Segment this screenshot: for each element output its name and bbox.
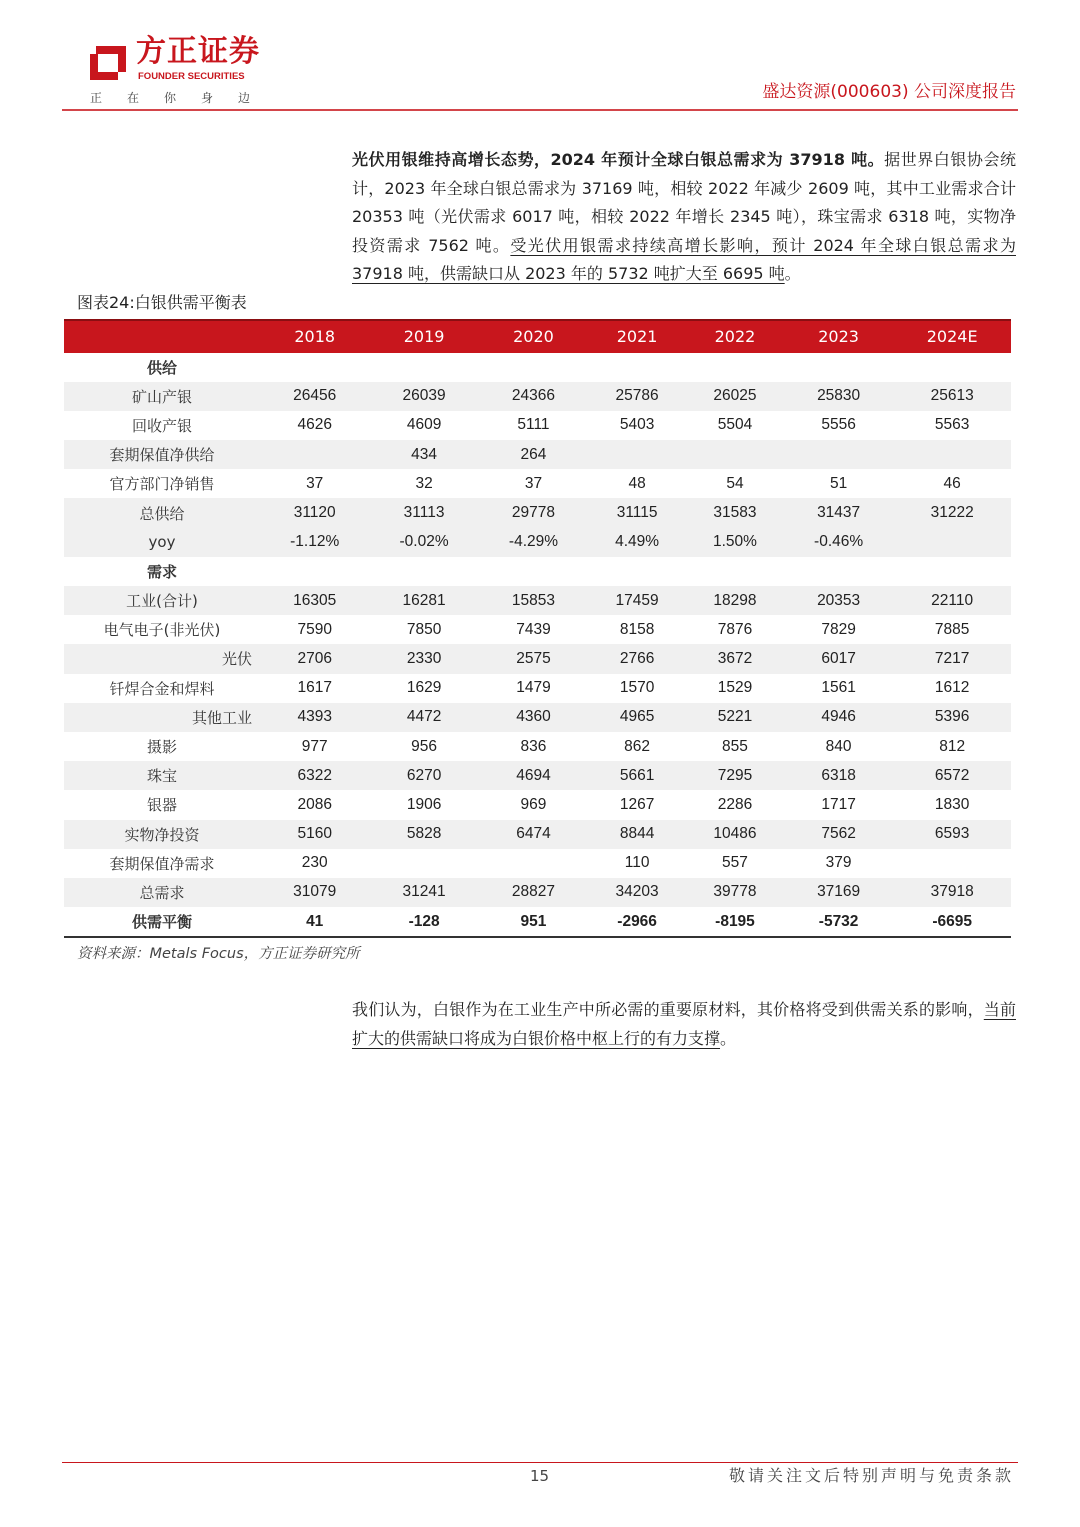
table-cell: 956 (411, 737, 438, 755)
table-cell: 54 (726, 474, 744, 492)
table-cell: 31113 (369, 498, 478, 527)
row-label: 套期保值净供给 (64, 440, 260, 469)
table-cell: 7295 (686, 761, 784, 790)
column-header: 2020 (479, 320, 588, 353)
row-label: 其他工业 (64, 703, 260, 732)
table-row (64, 849, 1011, 878)
table-cell (784, 440, 893, 469)
table-cell: 1267 (619, 795, 655, 813)
table-cell (893, 849, 1011, 878)
table-cell: -0.46% (784, 528, 893, 557)
table-cell: 4360 (479, 703, 588, 732)
table-cell: 37 (306, 474, 324, 492)
table-row (64, 820, 1011, 849)
table-cell (588, 557, 686, 586)
table-cell: 1629 (406, 679, 442, 697)
table-cell: 5828 (369, 820, 478, 849)
section-row (64, 557, 1011, 586)
table-cell (260, 557, 369, 586)
table-cell (588, 353, 686, 382)
table-cell: 2086 (297, 795, 332, 813)
table-cell: 1479 (516, 679, 551, 697)
table-cell: 7562 (784, 820, 893, 849)
table-cell (893, 353, 1011, 382)
table-cell: 29778 (479, 498, 588, 527)
table-cell: 2706 (260, 644, 369, 673)
table-row (64, 761, 1011, 790)
row-label: 摄影 (146, 738, 177, 757)
table-cell: 37 (524, 474, 543, 492)
table-cell: 24366 (479, 382, 588, 411)
table-cell: 7850 (406, 620, 442, 638)
table-cell: 2286 (717, 795, 753, 813)
table-cell (784, 353, 893, 382)
table-cell: 4609 (406, 416, 442, 434)
table-cell (686, 557, 784, 586)
table-cell: -2966 (588, 907, 686, 937)
table-cell: 31079 (260, 878, 369, 907)
table-row (64, 790, 1011, 819)
table-cell (686, 440, 784, 469)
table-cell: 5661 (588, 761, 686, 790)
header-blank (64, 320, 260, 353)
table-cell: 557 (722, 854, 748, 872)
column-header: 2024E (893, 320, 1011, 353)
table-row (64, 382, 1011, 411)
table-cell (369, 353, 478, 382)
table-cell: 37918 (893, 878, 1011, 907)
table-cell: 31120 (260, 498, 369, 527)
table-cell (479, 353, 588, 382)
conclusion-paragraph (352, 996, 1016, 1053)
table-cell: 8158 (619, 620, 655, 638)
table-cell: 31222 (893, 498, 1011, 527)
table-row (64, 878, 1011, 907)
table-cell: 6474 (479, 820, 588, 849)
row-label: 电气电子(非光伏) (103, 621, 221, 640)
table-cell: 2575 (479, 644, 588, 673)
table-row (64, 674, 1011, 703)
table-cell: 5111 (517, 416, 550, 434)
table-cell (260, 353, 369, 382)
table-cell: 5403 (619, 416, 655, 434)
table-cell: 6318 (784, 761, 893, 790)
table-cell: 4.49% (588, 528, 686, 557)
table-cell: 39778 (686, 878, 784, 907)
table-row (64, 615, 1011, 644)
logo-mark-icon (88, 42, 128, 82)
logo-text-cn: 方正证券 (136, 34, 260, 69)
row-label: 回收产银 (131, 416, 192, 435)
table-cell: 34203 (588, 878, 686, 907)
table-cell: 840 (825, 737, 852, 755)
table-cell: 5563 (934, 416, 970, 434)
row-label: 矿山产银 (64, 382, 260, 411)
table-cell: 20353 (784, 586, 893, 615)
row-label: 光伏 (64, 644, 260, 673)
balance-row (64, 907, 1011, 937)
table-cell: 7590 (297, 620, 332, 638)
figure-source: 资料来源：Metals Focus，方正证券研究所 (77, 946, 360, 963)
table-cell (479, 849, 588, 878)
para-bold-lead: 光伏用银维持高增长态势，2024 年预计全球白银总需求为 37918 吨。 (352, 150, 885, 169)
table-cell: 855 (722, 737, 748, 755)
para-text: 我们认为，白银作为在工业生产中所必需的重要原材料，其价格将受到供需关系的影响， (352, 1000, 984, 1020)
table-cell: 4965 (588, 703, 686, 732)
row-label: 总供给 (64, 498, 260, 527)
row-label: 工业(合计) (64, 586, 260, 615)
table-cell: 41 (260, 907, 369, 937)
table-cell (784, 557, 893, 586)
table-cell: 22110 (893, 586, 1011, 615)
table-cell: -128 (369, 907, 478, 937)
table-cell: 6017 (784, 644, 893, 673)
table-cell: 25786 (588, 382, 686, 411)
table-cell: 26039 (369, 382, 478, 411)
table-cell: 31437 (784, 498, 893, 527)
row-label: 总需求 (64, 878, 260, 907)
table-cell: 16305 (260, 586, 369, 615)
table-cell: 4946 (784, 703, 893, 732)
table-cell: 264 (479, 440, 588, 469)
figure-title: 图表24:白银供需平衡表 (77, 292, 247, 312)
row-label: 珠宝 (64, 761, 260, 790)
table-row (64, 528, 1011, 557)
table-cell: 6572 (893, 761, 1011, 790)
table-cell: 1.50% (686, 528, 784, 557)
table-cell: 17459 (588, 586, 686, 615)
table-cell: 16281 (369, 586, 478, 615)
table-cell: 3672 (686, 644, 784, 673)
table-cell: 31115 (588, 498, 686, 527)
header-divider (62, 109, 1018, 111)
silver-balance-table (64, 319, 1011, 939)
table-cell: 31241 (369, 878, 478, 907)
table-cell: -6695 (893, 907, 1011, 937)
table-cell: 51 (829, 474, 848, 492)
table-cell: 110 (624, 854, 650, 872)
table-cell: 969 (520, 795, 547, 813)
table-cell: 5396 (893, 703, 1011, 732)
table-cell: -4.29% (479, 528, 588, 557)
row-label: 需求 (146, 562, 177, 581)
row-label: 供给 (146, 358, 177, 377)
table-cell: 230 (301, 854, 328, 872)
table-cell: 8844 (588, 820, 686, 849)
table-cell: 5160 (260, 820, 369, 849)
table-cell: 1612 (934, 679, 970, 697)
table-cell: 26025 (686, 382, 784, 411)
table-cell: 28827 (479, 878, 588, 907)
column-header: 2019 (369, 320, 478, 353)
table-cell (369, 849, 478, 878)
row-label: 银器 (146, 796, 177, 815)
table-row (64, 440, 1011, 469)
table-cell: -1.12% (260, 528, 369, 557)
main-content (64, 146, 1016, 1053)
table-cell: 1906 (406, 795, 442, 813)
table-cell (686, 353, 784, 382)
footer-divider (62, 1462, 1018, 1463)
column-header: 2018 (260, 320, 369, 353)
table-cell: 2766 (588, 644, 686, 673)
table-cell: 7829 (821, 620, 856, 638)
para-end: 。 (784, 264, 801, 283)
table-cell: 951 (479, 907, 588, 937)
table-cell (893, 557, 1011, 586)
page-number: 15 (530, 1467, 550, 1485)
table-cell: 1717 (821, 795, 856, 813)
row-label: 钎焊合金和焊料 (109, 679, 215, 698)
table-row (64, 498, 1011, 527)
para-underlined: 受光伏用银需求持续高增长影响，预计 2024 年全球白银总需求为 37918 吨，供需缺口从 2023 年的 5732 吨扩大至 6695 吨 (352, 235, 1016, 283)
table-cell: 4393 (260, 703, 369, 732)
table-cell (479, 557, 588, 586)
table-cell: 37169 (784, 878, 893, 907)
para-underlined: 当前扩大的供需缺口将成为白银价格中枢上行的有力支撑 (352, 1000, 1016, 1048)
table-cell (893, 528, 1011, 557)
row-label: 官方部门净销售 (109, 475, 215, 494)
table-row (64, 469, 1011, 498)
table-cell: 4626 (297, 416, 332, 434)
table-cell: 4694 (479, 761, 588, 790)
table-cell: 5504 (717, 416, 753, 434)
table-row (64, 703, 1011, 732)
para-end: 。 (720, 1028, 737, 1048)
slogan: 正在你身边 (90, 91, 276, 105)
table-cell (588, 440, 686, 469)
table-cell: 977 (301, 737, 328, 755)
table-header-row (64, 320, 1011, 353)
disclaimer: 敬请关注文后特别声明与免责条款 (728, 1466, 1014, 1485)
row-label: 实物净投资 (64, 820, 260, 849)
table-cell: -5732 (784, 907, 893, 937)
table-cell: 5556 (821, 416, 856, 434)
table-cell: 32 (415, 474, 433, 492)
table-cell: 6322 (260, 761, 369, 790)
table-row (64, 411, 1011, 440)
table-cell: -8195 (686, 907, 784, 937)
row-label: yoy (64, 528, 260, 557)
table-cell (893, 440, 1011, 469)
table-cell: 7876 (717, 620, 753, 638)
section-row (64, 353, 1011, 382)
table-cell: 812 (939, 737, 966, 755)
table-cell: 434 (369, 440, 478, 469)
founder-logo (88, 34, 268, 84)
row-label: 套期保值净需求 (109, 854, 215, 873)
row-label: 供需平衡 (64, 907, 260, 937)
table-cell: 1561 (821, 679, 856, 697)
report-title: 盛达资源(000603) 公司深度报告 (762, 82, 1016, 102)
table-cell: 1830 (934, 795, 970, 813)
table-cell: 5221 (686, 703, 784, 732)
table-cell: 25613 (893, 382, 1011, 411)
column-header: 2023 (784, 320, 893, 353)
column-header: 2021 (588, 320, 686, 353)
table-row (64, 732, 1011, 761)
table-cell: 7439 (516, 620, 551, 638)
table-cell: 7217 (893, 644, 1011, 673)
table-cell: 4472 (369, 703, 478, 732)
table-cell (260, 440, 369, 469)
table-cell: -0.02% (369, 528, 478, 557)
table-cell: 1529 (717, 679, 753, 697)
table-cell (369, 557, 478, 586)
para-text: 据世界白银协会统计，2023 年全球白银总需求为 37169 吨，相较 2022 年减少 2609 吨，其中工业需求合计 20353 吨（光伏需求 6017 吨，相较 2022 年增长 2345 吨），珠宝需求 6318 吨，实物净投资需求 7562 吨。 (352, 150, 1016, 255)
table-cell: 18298 (686, 586, 784, 615)
table-cell: 10486 (686, 820, 784, 849)
table-cell: 6593 (893, 820, 1011, 849)
table-row (64, 644, 1011, 673)
table-cell: 862 (624, 737, 651, 755)
table-cell: 2330 (369, 644, 478, 673)
table-row (64, 586, 1011, 615)
table-cell: 836 (520, 737, 547, 755)
table-cell: 26456 (260, 382, 369, 411)
table-cell: 1570 (619, 679, 655, 697)
column-header: 2022 (686, 320, 784, 353)
table-cell: 46 (943, 474, 961, 492)
table-cell: 1617 (297, 679, 332, 697)
table-cell: 6270 (369, 761, 478, 790)
table-cell: 379 (825, 854, 852, 872)
intro-paragraph (352, 146, 1016, 289)
logo-text-en: FOUNDER SECURITIES (138, 71, 245, 82)
table-cell: 25830 (784, 382, 893, 411)
table-cell: 15853 (479, 586, 588, 615)
table-cell: 48 (628, 474, 646, 492)
table-cell: 7885 (934, 620, 970, 638)
table-cell: 31583 (686, 498, 784, 527)
